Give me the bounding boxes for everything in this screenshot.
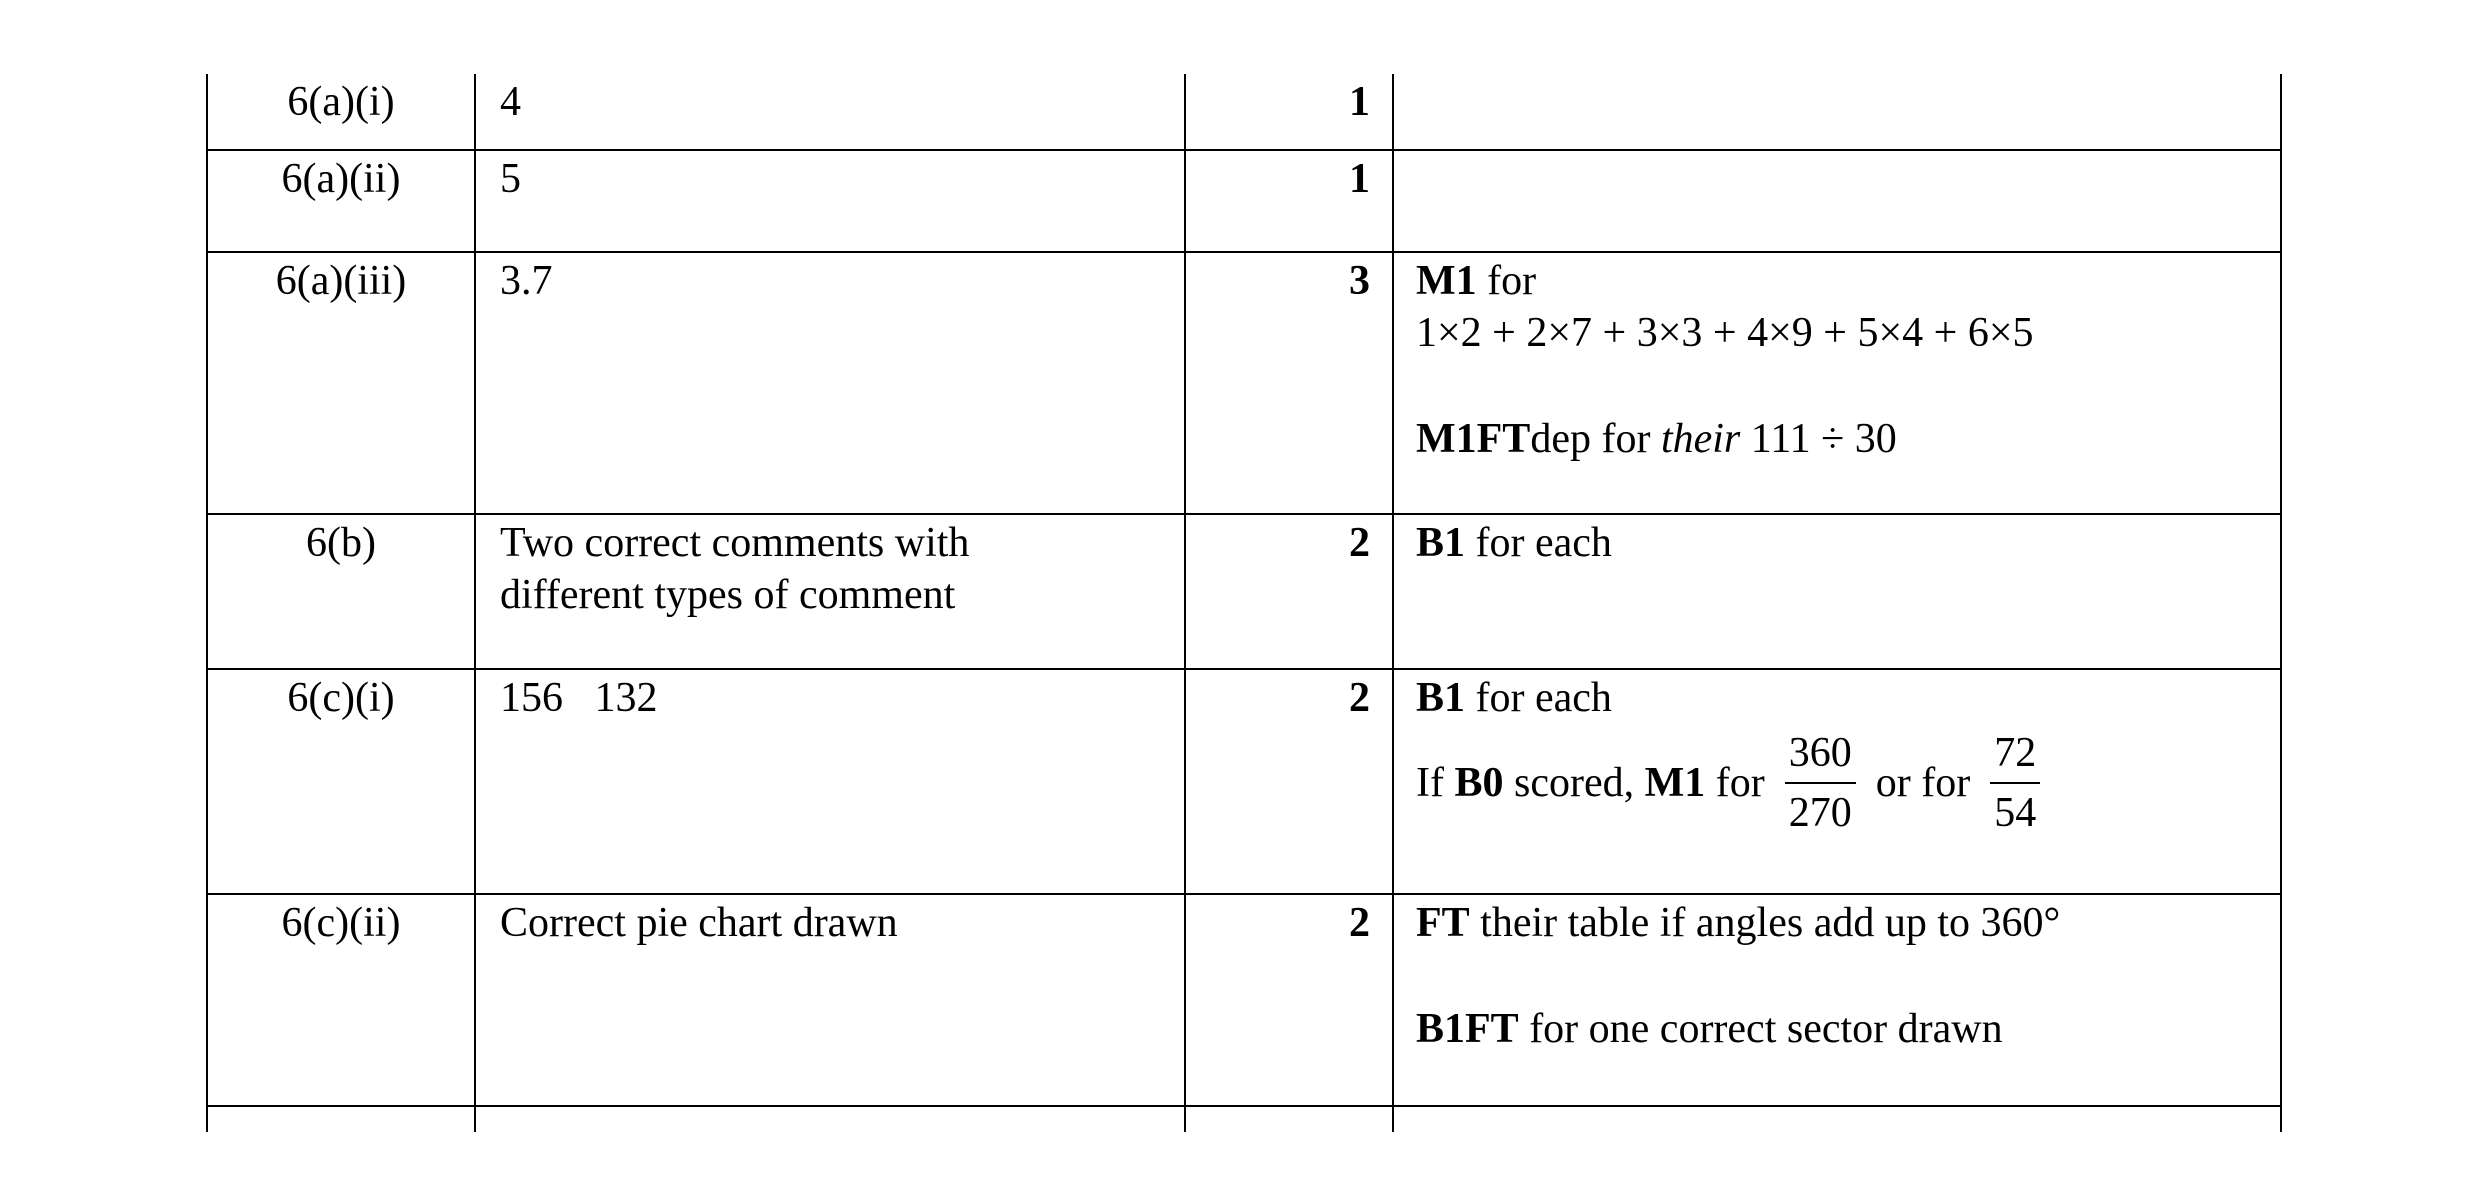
- guidance-italic: their: [1660, 416, 1741, 462]
- guidance-line: [1416, 897, 2280, 949]
- answer-cell: [475, 894, 1185, 1106]
- mark-code: B0: [1454, 760, 1504, 806]
- table-row: [207, 150, 2281, 252]
- guidance-text: for: [1476, 258, 1537, 304]
- answer-cell: [475, 252, 1185, 514]
- guidance-cell: [1393, 669, 2281, 894]
- fraction-guidance-line: [1416, 730, 2280, 836]
- table-row: [207, 894, 2281, 1106]
- empty-cell: [1393, 1106, 2281, 1132]
- question-number: 6(c)(ii): [207, 894, 475, 1106]
- fraction: [1990, 730, 2040, 836]
- empty-cell: [1185, 1106, 1393, 1132]
- mark-code: B1: [1416, 520, 1466, 566]
- question-number: 6(c)(i): [207, 669, 475, 894]
- answer-cell: [475, 150, 1185, 252]
- marks-cell: 2: [1185, 669, 1393, 894]
- fraction: [1785, 730, 1856, 836]
- guidance-line: [1416, 672, 2280, 724]
- marks-cell: 1: [1185, 150, 1393, 252]
- fraction-numerator: 360: [1785, 730, 1856, 784]
- answer-text: different types of comment: [500, 572, 956, 618]
- guidance-text: for one correct sector drawn: [1518, 1006, 2003, 1052]
- guidance-text: or for: [1875, 760, 1971, 806]
- table-row: [207, 669, 2281, 894]
- marks-cell: 3: [1185, 252, 1393, 514]
- mark-code: M1: [1644, 760, 1706, 806]
- guidance-cell: [1393, 74, 2281, 150]
- guidance-text: dep for: [1530, 416, 1661, 462]
- guidance-line: [1416, 255, 2280, 307]
- table-row: [207, 514, 2281, 669]
- guidance-text: If: [1416, 760, 1455, 806]
- marks-cell: 2: [1185, 894, 1393, 1106]
- marks-cell: 1: [1185, 74, 1393, 150]
- answer-cell: [475, 514, 1185, 669]
- guidance-expression: 1×2 + 2×7 + 3×3 + 4×9 + 5×4 + 6×5: [1416, 310, 2034, 356]
- guidance-text: for each: [1465, 520, 1612, 566]
- mark-scheme-table: [206, 74, 2282, 1132]
- answer-text: Correct pie chart drawn: [500, 900, 898, 946]
- answer-text: 3.7: [500, 258, 553, 304]
- guidance-line: [1416, 1003, 2280, 1055]
- question-number: 6(a)(ii): [207, 150, 475, 252]
- guidance-cell: [1393, 252, 2281, 514]
- mark-code: M1: [1416, 258, 1477, 304]
- answer-text: Two correct comments with: [500, 520, 970, 566]
- mark-code: B1: [1416, 675, 1466, 721]
- guidance-line: [1416, 517, 2280, 569]
- guidance-text: their table if angles add up to 360°: [1469, 900, 2061, 946]
- table-row-continuation: [207, 1106, 2281, 1132]
- mark-code: M1FT: [1416, 416, 1531, 462]
- question-number: 6(b): [207, 514, 475, 669]
- answer-cell: [475, 74, 1185, 150]
- marks-cell: 2: [1185, 514, 1393, 669]
- guidance-cell: [1393, 894, 2281, 1106]
- guidance-cell: [1393, 150, 2281, 252]
- answer-cell: [475, 669, 1185, 894]
- answer-text: 156 132: [500, 675, 658, 721]
- guidance-text: for: [1705, 760, 1765, 806]
- table-row: [207, 252, 2281, 514]
- answer-text: 4: [500, 79, 521, 125]
- guidance-text: for each: [1465, 675, 1612, 721]
- empty-cell: [207, 1106, 475, 1132]
- guidance-text: 111 ÷ 30: [1740, 416, 1897, 462]
- guidance-text: scored,: [1503, 760, 1645, 806]
- table-row: [207, 74, 2281, 150]
- answer-text: 5: [500, 156, 521, 202]
- mark-code: FT: [1416, 900, 1470, 946]
- question-number: 6(a)(iii): [207, 252, 475, 514]
- empty-cell: [475, 1106, 1185, 1132]
- question-number: 6(a)(i): [207, 74, 475, 150]
- mark-code: B1FT: [1416, 1006, 1519, 1052]
- guidance-cell: [1393, 514, 2281, 669]
- fraction-denominator: 270: [1788, 790, 1852, 836]
- fraction-denominator: 54: [1994, 790, 2037, 836]
- guidance-line: [1416, 413, 2280, 465]
- fraction-numerator: 72: [1990, 730, 2040, 784]
